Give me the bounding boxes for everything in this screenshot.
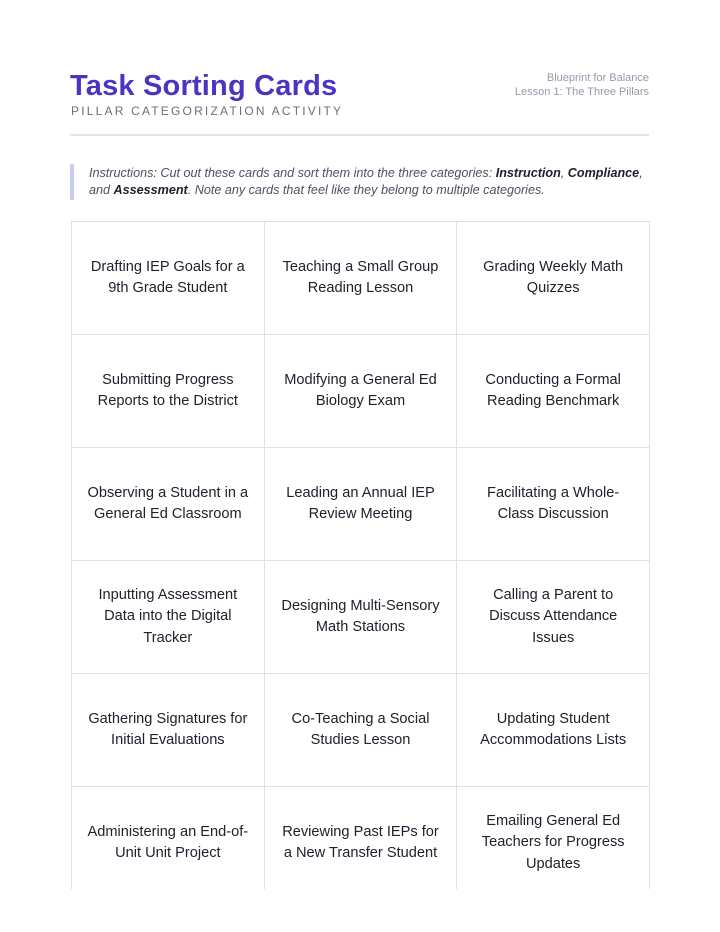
- task-card-label: Gathering Signatures for Initial Evaluations: [88, 710, 248, 748]
- task-card: [72, 335, 265, 448]
- task-card: [457, 335, 650, 448]
- task-card: [72, 787, 265, 889]
- task-card-label: Designing Multi-Sensory Math Stations: [281, 597, 440, 635]
- instructions-sep-1: ,: [560, 166, 568, 180]
- card-grid: [71, 221, 650, 889]
- page-title: Task Sorting Cards: [70, 70, 338, 102]
- task-card-label: Administering an End-of-Unit Unit Project: [87, 823, 249, 861]
- instructions-outro: . Note any cards that feel like they belong to multiple categories.: [187, 183, 545, 197]
- task-card: [265, 787, 458, 889]
- task-card: [265, 448, 458, 561]
- lesson-name: Lesson 1: The Three Pillars: [514, 86, 649, 98]
- task-card-label: Inputting Assessment Data into the Digital Tracker: [98, 586, 238, 646]
- task-card: [457, 787, 650, 889]
- task-card: [265, 335, 458, 448]
- category-compliance: Compliance: [567, 166, 640, 180]
- task-card-label: Conducting a Formal Reading Benchmark: [485, 371, 621, 409]
- instructions-callout: [70, 164, 649, 200]
- page-header: [70, 68, 649, 136]
- category-assessment: Assessment: [113, 183, 188, 197]
- task-card-label: Teaching a Small Group Reading Lesson: [282, 258, 439, 296]
- task-card-label: Grading Weekly Math Quizzes: [483, 258, 624, 296]
- task-card: [265, 222, 458, 335]
- task-card-label: Leading an Annual IEP Review Meeting: [286, 484, 435, 522]
- task-card: [72, 222, 265, 335]
- task-card-label: Co-Teaching a Social Studies Lesson: [291, 710, 430, 748]
- task-card: [457, 222, 650, 335]
- task-card: [265, 561, 458, 674]
- task-card: [457, 448, 650, 561]
- instructions-intro: Instructions: Cut out these cards and sort them into the three categories:: [89, 166, 496, 180]
- task-card: [72, 674, 265, 787]
- task-card-label: Drafting IEP Goals for a 9th Grade Student: [90, 258, 245, 296]
- task-card-label: Observing a Student in a General Ed Classroom: [87, 484, 249, 522]
- course-name: Blueprint for Balance: [546, 72, 649, 84]
- header-meta: [515, 71, 649, 99]
- task-card-label: Submitting Progress Reports to the District: [97, 371, 238, 409]
- task-card: [457, 674, 650, 787]
- page-subtitle: PILLAR CATEGORIZATION ACTIVITY: [71, 104, 344, 118]
- task-card: [72, 561, 265, 674]
- task-card-label: Calling a Parent to Discuss Attendance Issues: [489, 586, 618, 646]
- category-instruction: Instruction: [495, 166, 561, 180]
- task-card-label: Updating Student Accommodations Lists: [480, 710, 627, 748]
- instructions-sep-2: , and: [89, 166, 643, 197]
- task-card: [457, 561, 650, 674]
- task-card: [72, 448, 265, 561]
- task-card-label: Reviewing Past IEPs for a New Transfer Student: [282, 823, 439, 861]
- task-card-label: Emailing General Ed Teachers for Progress Updates: [481, 812, 625, 872]
- task-card-label: Modifying a General Ed Biology Exam: [284, 371, 437, 409]
- task-card-label: Facilitating a Whole-Class Discussion: [487, 484, 620, 522]
- task-card: [265, 674, 458, 787]
